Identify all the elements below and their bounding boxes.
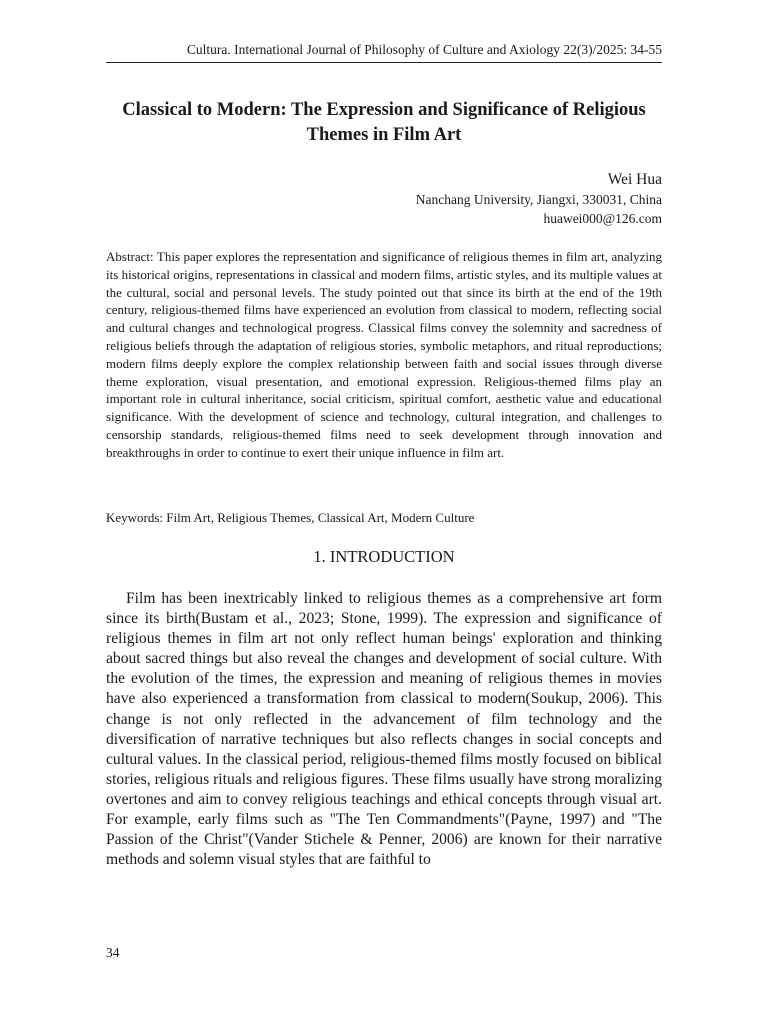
running-header: Cultura. International Journal of Philosophy of Culture and Axiology 22(3)/2025: 34-55 <box>186 42 662 57</box>
author-email: huawei000@126.com <box>543 211 662 226</box>
page-number: 34 <box>106 945 120 960</box>
section-heading-introduction: 1. INTRODUCTION <box>313 547 455 566</box>
author-block <box>106 170 662 228</box>
article-title: Classical to Modern: The Expression and Significance of Religious Themes in Film Art <box>122 100 646 145</box>
introduction-paragraph: Film has been inextricably linked to religious themes as a comprehensive art form since its birth(Bustam et al., 2023; Stone, 1999). The expression and significance of religious themes in film art not only reflect human beings' exploration and thinking about sacred things but also reveal the changes and development of social culture. With the evolution of the times, the expression and meaning of religious themes in movies have also experienced a transformation from classical to modern(Soukup, 2006). This change is not only reflected in the advancement of film technology and the diversification of narrative techniques but also reflects changes in social concepts and cultural values. In the classical period, religious-themed films mostly focused on biblical stories, religious rituals and religious figures. These films usually have strong moralizing overtones and aim to convey religious teachings and ethical concepts through visual art. For example, early films such as "The Ten Commandments"(Payne, 1997) and "The Passion of the Christ"(Vander Stichele & Penner, 2006) are known for their narrative methods and solemn visual styles that are faithful to <box>106 590 662 869</box>
keywords: Keywords: Film Art, Religious Themes, Classical Art, Modern Culture <box>106 510 475 525</box>
abstract: Abstract: This paper explores the representation and significance of religious themes in film art, analyzing its historical origins, representations in classical and modern films, artistic styles, and its multiple values at the cultural, social and personal levels. The study pointed out that since its birth at the end of the 19th century, religious-themed films have experienced an evolution from classical to modern, reflecting social and cultural changes and technological progress. Classical films convey the solemnity and sacredness of religious beliefs through the adaptation of religious stories, symbolic metaphors, and ritual reproductions; modern films deeply explore the complex relationship between faith and social issues through diverse theme exploration, visual presentation, and emotional expression. Religious-themed films play an important role in cultural inheritance, social criticism, spiritual comfort, aesthetic value and educational significance. With the development of science and technology, cultural integration, and challenges to censorship standards, religious-themed films need to seek development through innovation and breakthroughs in order to continue to exert their unique influence in film art. <box>106 249 662 460</box>
author-affiliation: Nanchang University, Jiangxi, 330031, China <box>415 192 662 207</box>
header-divider <box>106 62 662 63</box>
author-name: Wei Hua <box>607 171 662 188</box>
